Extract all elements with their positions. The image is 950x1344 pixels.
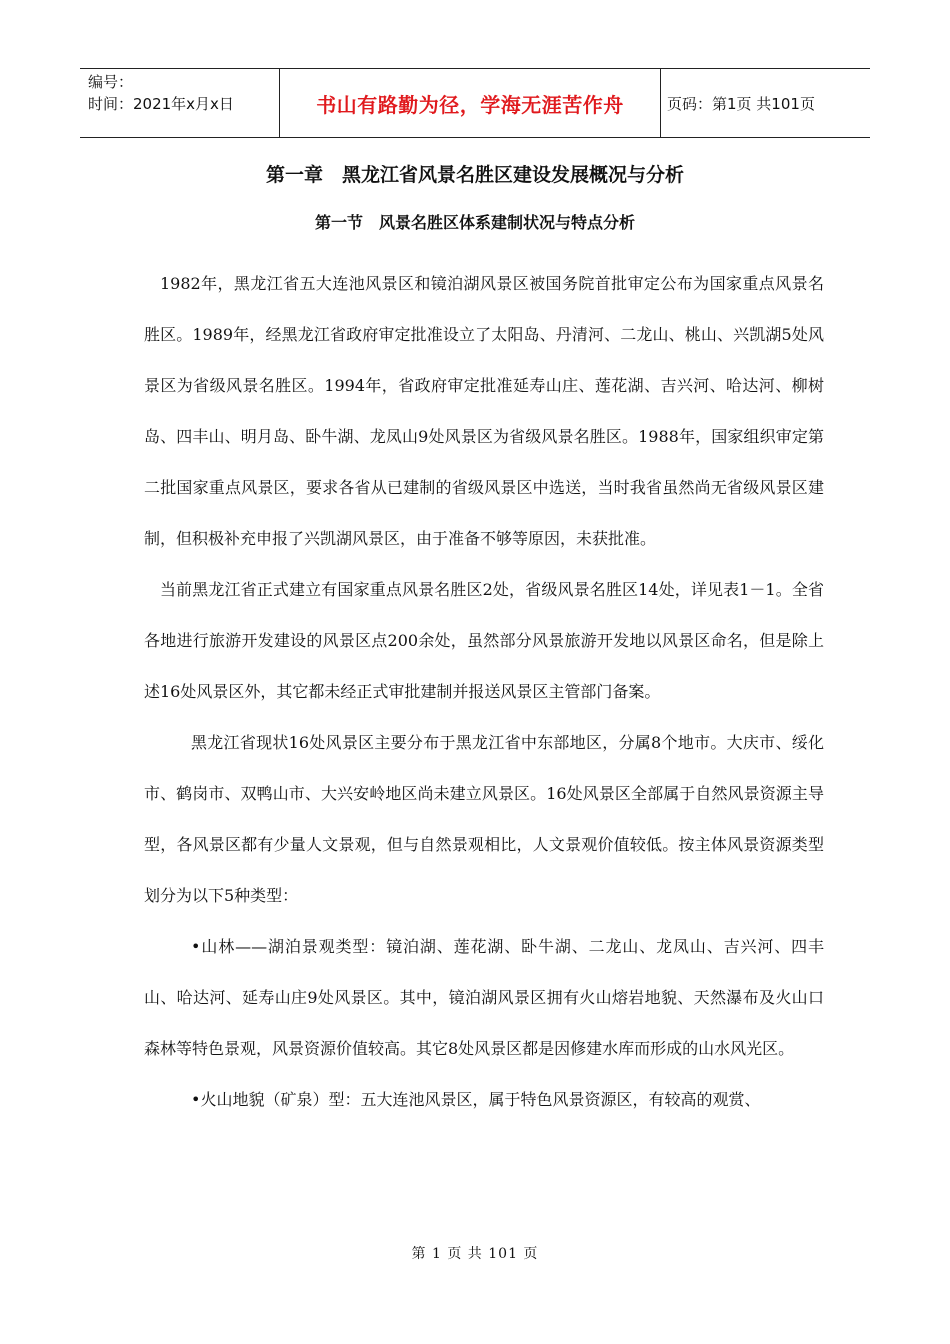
document-time: 时间：2021年x月x日 (88, 95, 234, 113)
header-meta (80, 69, 280, 137)
paragraph: 黑龙江省现状16处风景区主要分布于黑龙江省中东部地区，分属8个地市。大庆市、绥化市、鹤岗市、双鸭山市、大兴安岭地区尚未建立风景区。16处风景区全部属于自然风景资源主导型，各风景区都有少量人文景观，但与自然景观相比，人文景观价值较低。按主体风景资源类型划分为以下5种类型： (144, 733, 824, 905)
header-table (80, 68, 870, 138)
page-footer: 第 1 页 共 101 页 (411, 1246, 539, 1262)
header-page-info: 页码：第1页 共101页 (667, 94, 815, 113)
bullet-paragraph: •山林——湖泊景观类型：镜泊湖、莲花湖、卧牛湖、二龙山、龙凤山、吉兴河、四丰山、哈达河、延寿山庄9处风景区。其中，镜泊湖风景区拥有火山熔岩地貌、天然瀑布及火山口森林等特色景观，风景资源价值较高。其它8处风景区都是因修建水库而形成的山水风光区。 (144, 937, 824, 1058)
bullet-paragraph: •火山地貌（矿泉）型：五大连池风景区，属于特色风景资源区，有较高的观赏、 (191, 1090, 761, 1109)
body-text (144, 258, 824, 1125)
section-title: 第一节 风景名胜区体系建制状况与特点分析 (314, 213, 635, 232)
paragraph: 1982年，黑龙江省五大连池风景区和镜泊湖风景区被国务院首批审定公布为国家重点风景名胜区。1989年，经黑龙江省政府审定批准设立了太阳岛、丹清河、二龙山、桃山、兴凯湖5处风景区为省级风景名胜区。1994年，省政府审定批准延寿山庄、莲花湖、吉兴河、哈达河、柳树岛、四丰山、明月岛、卧牛湖、龙凤山9处风景区为省级风景名胜区。1988年，国家组织审定第二批国家重点风景区，要求各省从已建制的省级风景区中选送，当时我省虽然尚无省级风景区建制，但积极补充申报了兴凯湖风景区，由于准备不够等原因，未获批准。 (144, 274, 824, 548)
chapter-title: 第一章 黑龙江省风景名胜区建设发展概况与分析 (265, 164, 684, 186)
paragraph: 当前黑龙江省正式建立有国家重点风景名胜区2处，省级风景名胜区14处，详见表1－1。全省各地进行旅游开发建设的风景区点200余处，虽然部分风景旅游开发地以风景区命名，但是除上述16处风景区外，其它都未经正式审批建制并报送风景区主管部门备案。 (144, 580, 824, 701)
document-number-label: 编号： (88, 73, 134, 91)
header-motto: 书山有路勤为径，学海无涯苦作舟 (280, 69, 661, 137)
